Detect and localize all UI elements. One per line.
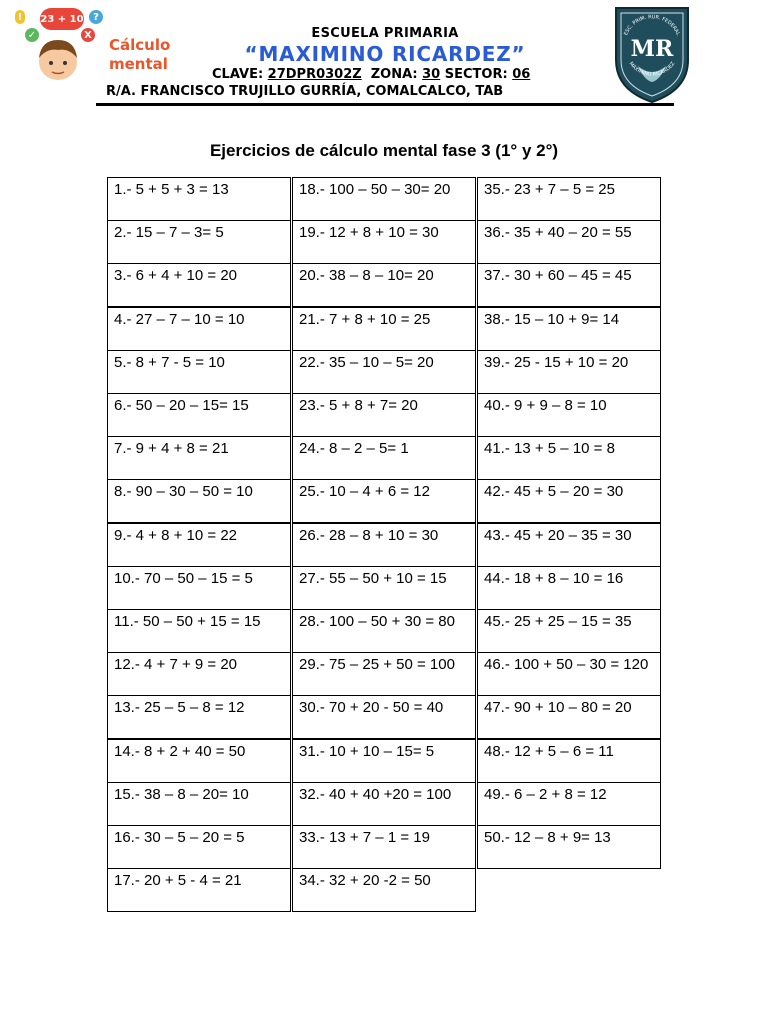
exercise-cell: 33.- 13 + 7 – 1 = 19 [292, 825, 476, 869]
exercise-cell: 4.- 27 – 7 – 10 = 10 [107, 307, 291, 351]
school-name: “MAXIMINO RICARDEZ” [244, 42, 526, 66]
exercise-cell: 30.- 70 + 20 - 50 = 40 [292, 695, 476, 739]
exercise-cell: 14.- 8 + 2 + 40 = 50 [107, 739, 291, 783]
exercise-cell: 35.- 23 + 7 – 5 = 25 [477, 177, 661, 221]
exercise-cell: 15.- 38 – 8 – 20= 10 [107, 782, 291, 826]
exercise-cell: 11.- 50 – 50 + 15 = 15 [107, 609, 291, 653]
exercise-cell: 40.- 9 + 9 – 8 = 10 [477, 393, 661, 437]
exercise-cell: 22.- 35 – 10 – 5= 20 [292, 350, 476, 394]
school-codes: CLAVE: 27DPR0302Z ZONA: 30 SECTOR: 06 [212, 67, 531, 82]
exercise-cell: 45.- 25 + 25 – 15 = 35 [477, 609, 661, 653]
exercise-cell: 46.- 100 + 50 – 30 = 120 [477, 652, 661, 696]
exercise-cell: 18.- 100 – 50 – 30= 20 [292, 177, 476, 221]
shield-initials: MR [630, 36, 674, 62]
exercise-cell: 47.- 90 + 10 – 80 = 20 [477, 695, 661, 739]
exercise-cell: 44.- 18 + 8 – 10 = 16 [477, 566, 661, 610]
logo-expression-bubble: 23 + 10 [40, 8, 84, 30]
exercise-cell: 26.- 28 – 8 + 10 = 30 [292, 523, 476, 567]
exercise-cell: 12.- 4 + 7 + 9 = 20 [107, 652, 291, 696]
exercise-cell: 6.- 50 – 20 – 15= 15 [107, 393, 291, 437]
exercise-cell: 19.- 12 + 8 + 10 = 30 [292, 220, 476, 264]
svg-text:MAXIMINO RICARDEZ: MAXIMINO RICARDEZ [627, 60, 677, 78]
exercise-cell: 3.- 6 + 4 + 10 = 20 [107, 263, 291, 307]
exercise-cell: 37.- 30 + 60 – 45 = 45 [477, 263, 661, 307]
exercise-cell: 43.- 45 + 20 – 35 = 30 [477, 523, 661, 567]
exercise-cell: 23.- 5 + 8 + 7= 20 [292, 393, 476, 437]
school-address: R/A. FRANCISCO TRUJILLO GURRÍA, COMALCALCO, TAB [106, 84, 504, 99]
exercise-cell: 28.- 100 – 50 + 30 = 80 [292, 609, 476, 653]
exclamation-icon: ! [15, 10, 25, 24]
school-shield-logo [612, 4, 692, 104]
exercise-cell: 7.- 9 + 4 + 8 = 21 [107, 436, 291, 480]
exercise-cell: 1.- 5 + 5 + 3 = 13 [107, 177, 291, 221]
exercise-cell: 49.- 6 – 2 + 8 = 12 [477, 782, 661, 826]
header-divider [96, 103, 674, 106]
x-icon: X [81, 28, 95, 42]
exercise-cell: 48.- 12 + 5 – 6 = 11 [477, 739, 661, 783]
exercise-cell: 16.- 30 – 5 – 20 = 5 [107, 825, 291, 869]
exercise-cell: 5.- 8 + 7 - 5 = 10 [107, 350, 291, 394]
exercise-cell: 42.- 45 + 5 – 20 = 30 [477, 479, 661, 523]
logo-title: Cálculo mental [109, 36, 171, 73]
svg-text:ESC. PRIM. RUR. FEDERAL: ESC. PRIM. RUR. FEDERAL [623, 14, 681, 37]
question-icon: ? [89, 10, 103, 24]
exercise-cell: 24.- 8 – 2 – 5= 1 [292, 436, 476, 480]
page-title: Ejercicios de cálculo mental fase 3 (1° y 2°) [209, 141, 559, 160]
sector-value: 06 [512, 67, 531, 82]
exercise-cell: 2.- 15 – 7 – 3= 5 [107, 220, 291, 264]
exercise-cell: 9.- 4 + 8 + 10 = 22 [107, 523, 291, 567]
clave-value: 27DPR0302Z [267, 67, 362, 82]
exercise-cell: 10.- 70 – 50 – 15 = 5 [107, 566, 291, 610]
exercise-cell: 29.- 75 – 25 + 50 = 100 [292, 652, 476, 696]
school-type: ESCUELA PRIMARIA [311, 26, 459, 41]
exercise-cell: 20.- 38 – 8 – 10= 20 [292, 263, 476, 307]
exercise-cell: 38.- 15 – 10 + 9= 14 [477, 307, 661, 351]
exercise-cell: 34.- 32 + 20 -2 = 50 [292, 868, 476, 912]
exercise-cell: 50.- 12 – 8 + 9= 13 [477, 825, 661, 869]
exercise-cell: 21.- 7 + 8 + 10 = 25 [292, 307, 476, 351]
calculo-mental-logo [15, 6, 185, 86]
exercise-cell: 31.- 10 + 10 – 15= 5 [292, 739, 476, 783]
exercise-cell: 8.- 90 – 30 – 50 = 10 [107, 479, 291, 523]
check-icon: ✓ [25, 28, 39, 42]
exercise-cell: 36.- 35 + 40 – 20 = 55 [477, 220, 661, 264]
exercise-cell: 25.- 10 – 4 + 6 = 12 [292, 479, 476, 523]
child-face-icon [33, 32, 83, 82]
exercise-cell: 17.- 20 + 5 - 4 = 21 [107, 868, 291, 912]
exercise-cell: 27.- 55 – 50 + 10 = 15 [292, 566, 476, 610]
exercise-cell: 39.- 25 - 15 + 10 = 20 [477, 350, 661, 394]
zona-value: 30 [422, 67, 441, 82]
exercise-cell: 13.- 25 – 5 – 8 = 12 [107, 695, 291, 739]
exercise-cell: 41.- 13 + 5 – 10 = 8 [477, 436, 661, 480]
exercise-cell: 32.- 40 + 40 +20 = 100 [292, 782, 476, 826]
